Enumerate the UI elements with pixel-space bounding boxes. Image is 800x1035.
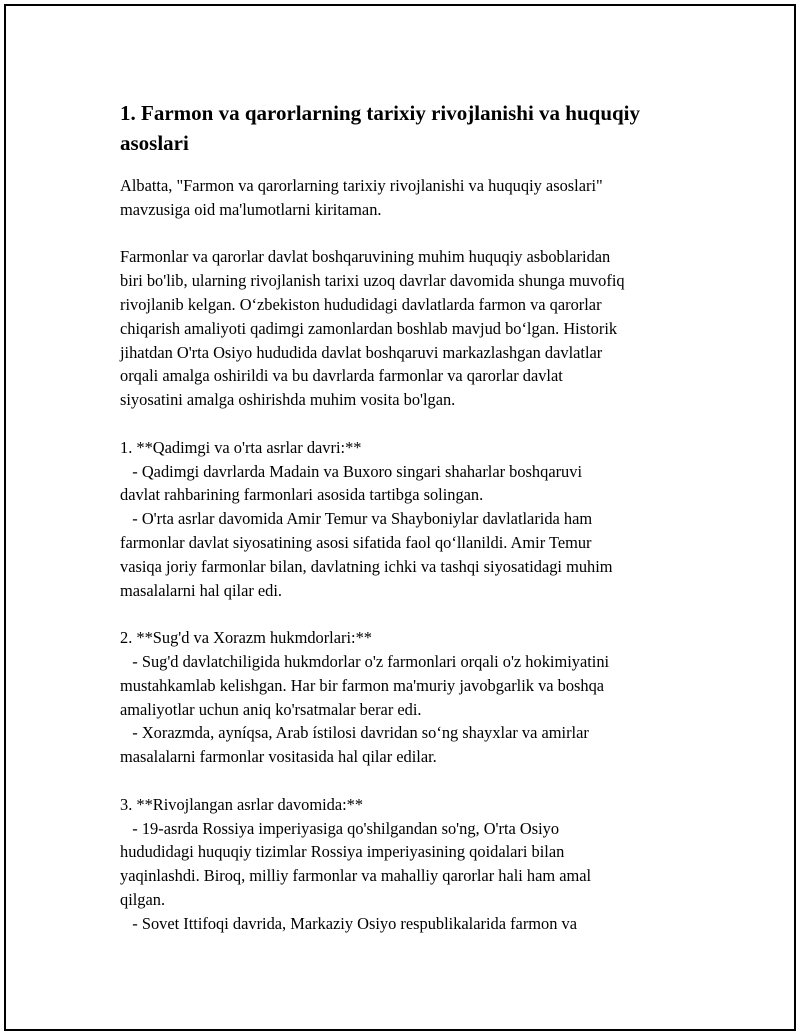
section-heading: 1. **Qadimgi va o'rta asrlar davri:** [120, 437, 362, 457]
text-line: - Xorazmda, ayníqsa, Arab ístilosi davridan so‘ng shayxlar va amirlar [120, 723, 589, 743]
text-line: masalalarni farmonlar vositasida hal qilar edilar. [120, 747, 437, 767]
body-paragraph [120, 245, 700, 412]
text-line: - 19-asrda Rossiya imperiyasiga qo'shilgandan so'ng, O'rta Osiyo [120, 818, 560, 838]
text-line: - Sovet Ittifoqi davrida, Markaziy Osiyo respublikalarida farmon va [120, 913, 577, 933]
text-line: jihatdan O'rta Osiyo hududida davlat boshqaruvi markazlashgan davlatlar [120, 342, 603, 362]
text-line: mustahkamlab kelishgan. Har bir farmon ma'muriy javobgarlik va boshqa [120, 675, 605, 695]
text-line: mavzusiga oid ma'lumotlarni kiritaman. [120, 199, 382, 219]
section-sogd-khorezm [120, 626, 700, 769]
section-heading: 3. **Rivojlangan asrlar davomida:** [120, 794, 364, 814]
text-line: - Qadimgi davrlarda Madain va Buxoro singari shaharlar boshqaruvi [120, 461, 582, 481]
text-line: qilgan. [120, 889, 166, 909]
text-line: masalalarni hal qilar edi. [120, 580, 283, 600]
section-heading: 2. **Sug'd va Xorazm hukmdorlari:** [120, 628, 372, 648]
text-line: - Sug'd davlatchiligida hukmdorlar o'z farmonlari orqali o'z hokimiyatini [120, 651, 610, 671]
page-frame [4, 4, 796, 1031]
text-line: Albatta, "Farmon va qarorlarning tarixiy rivojlanishi va huquqiy asoslari" [120, 176, 603, 195]
text-line: amaliyotlar uchun aniq ko'rsatmalar berar edi. [120, 699, 422, 719]
section-ancient-medieval [120, 436, 700, 603]
text-line: rivojlanib kelgan. O‘zbekiston hududidagi davlatlarda farmon va qarorlar [120, 294, 602, 314]
text-line: orqali amalga oshirildi va bu davrlarda farmonlar va qarorlar davlat [120, 366, 563, 386]
text-line: biri bo'lib, ularning rivojlanish tarixi uzoq davrlar davomida shunga muvofiq [120, 271, 625, 291]
text-line: siyosatini amalga oshirishda muhim vosita bo'lgan. [120, 390, 456, 410]
title-line: 1. Farmon va qarorlarning tarixiy rivojlanishi va huquqiy [120, 101, 641, 125]
document-body [120, 98, 700, 959]
text-line: davlat rahbarining farmonlari asosida tartibga solingan. [120, 485, 484, 505]
text-line: hududidagi huquqiy tizimlar Rossiya imperiyasining qoidalari bilan [120, 842, 565, 862]
text-line: farmonlar davlat siyosatining asosi sifatida faol qo‘llanildi. Amir Temur [120, 532, 592, 552]
text-line: yaqinlashdi. Biroq, milliy farmonlar va mahalliy qarorlar hali ham amal [120, 866, 592, 886]
intro-paragraph [120, 174, 700, 222]
document-title [120, 98, 700, 158]
text-line: Farmonlar va qarorlar davlat boshqaruvining muhim huquqiy asboblaridan [120, 247, 611, 267]
title-line: asoslari [120, 131, 189, 155]
text-line: vasiqa joriy farmonlar bilan, davlatning ichki va tashqi siyosatidagi muhim [120, 556, 613, 576]
text-line: chiqarish amaliyoti qadimgi zamonlardan boshlab mavjud bo‘lgan. Historik [120, 318, 618, 338]
text-line: - O'rta asrlar davomida Amir Temur va Shayboniylar davlatlarida ham [120, 509, 593, 529]
section-developed-centuries [120, 793, 700, 936]
